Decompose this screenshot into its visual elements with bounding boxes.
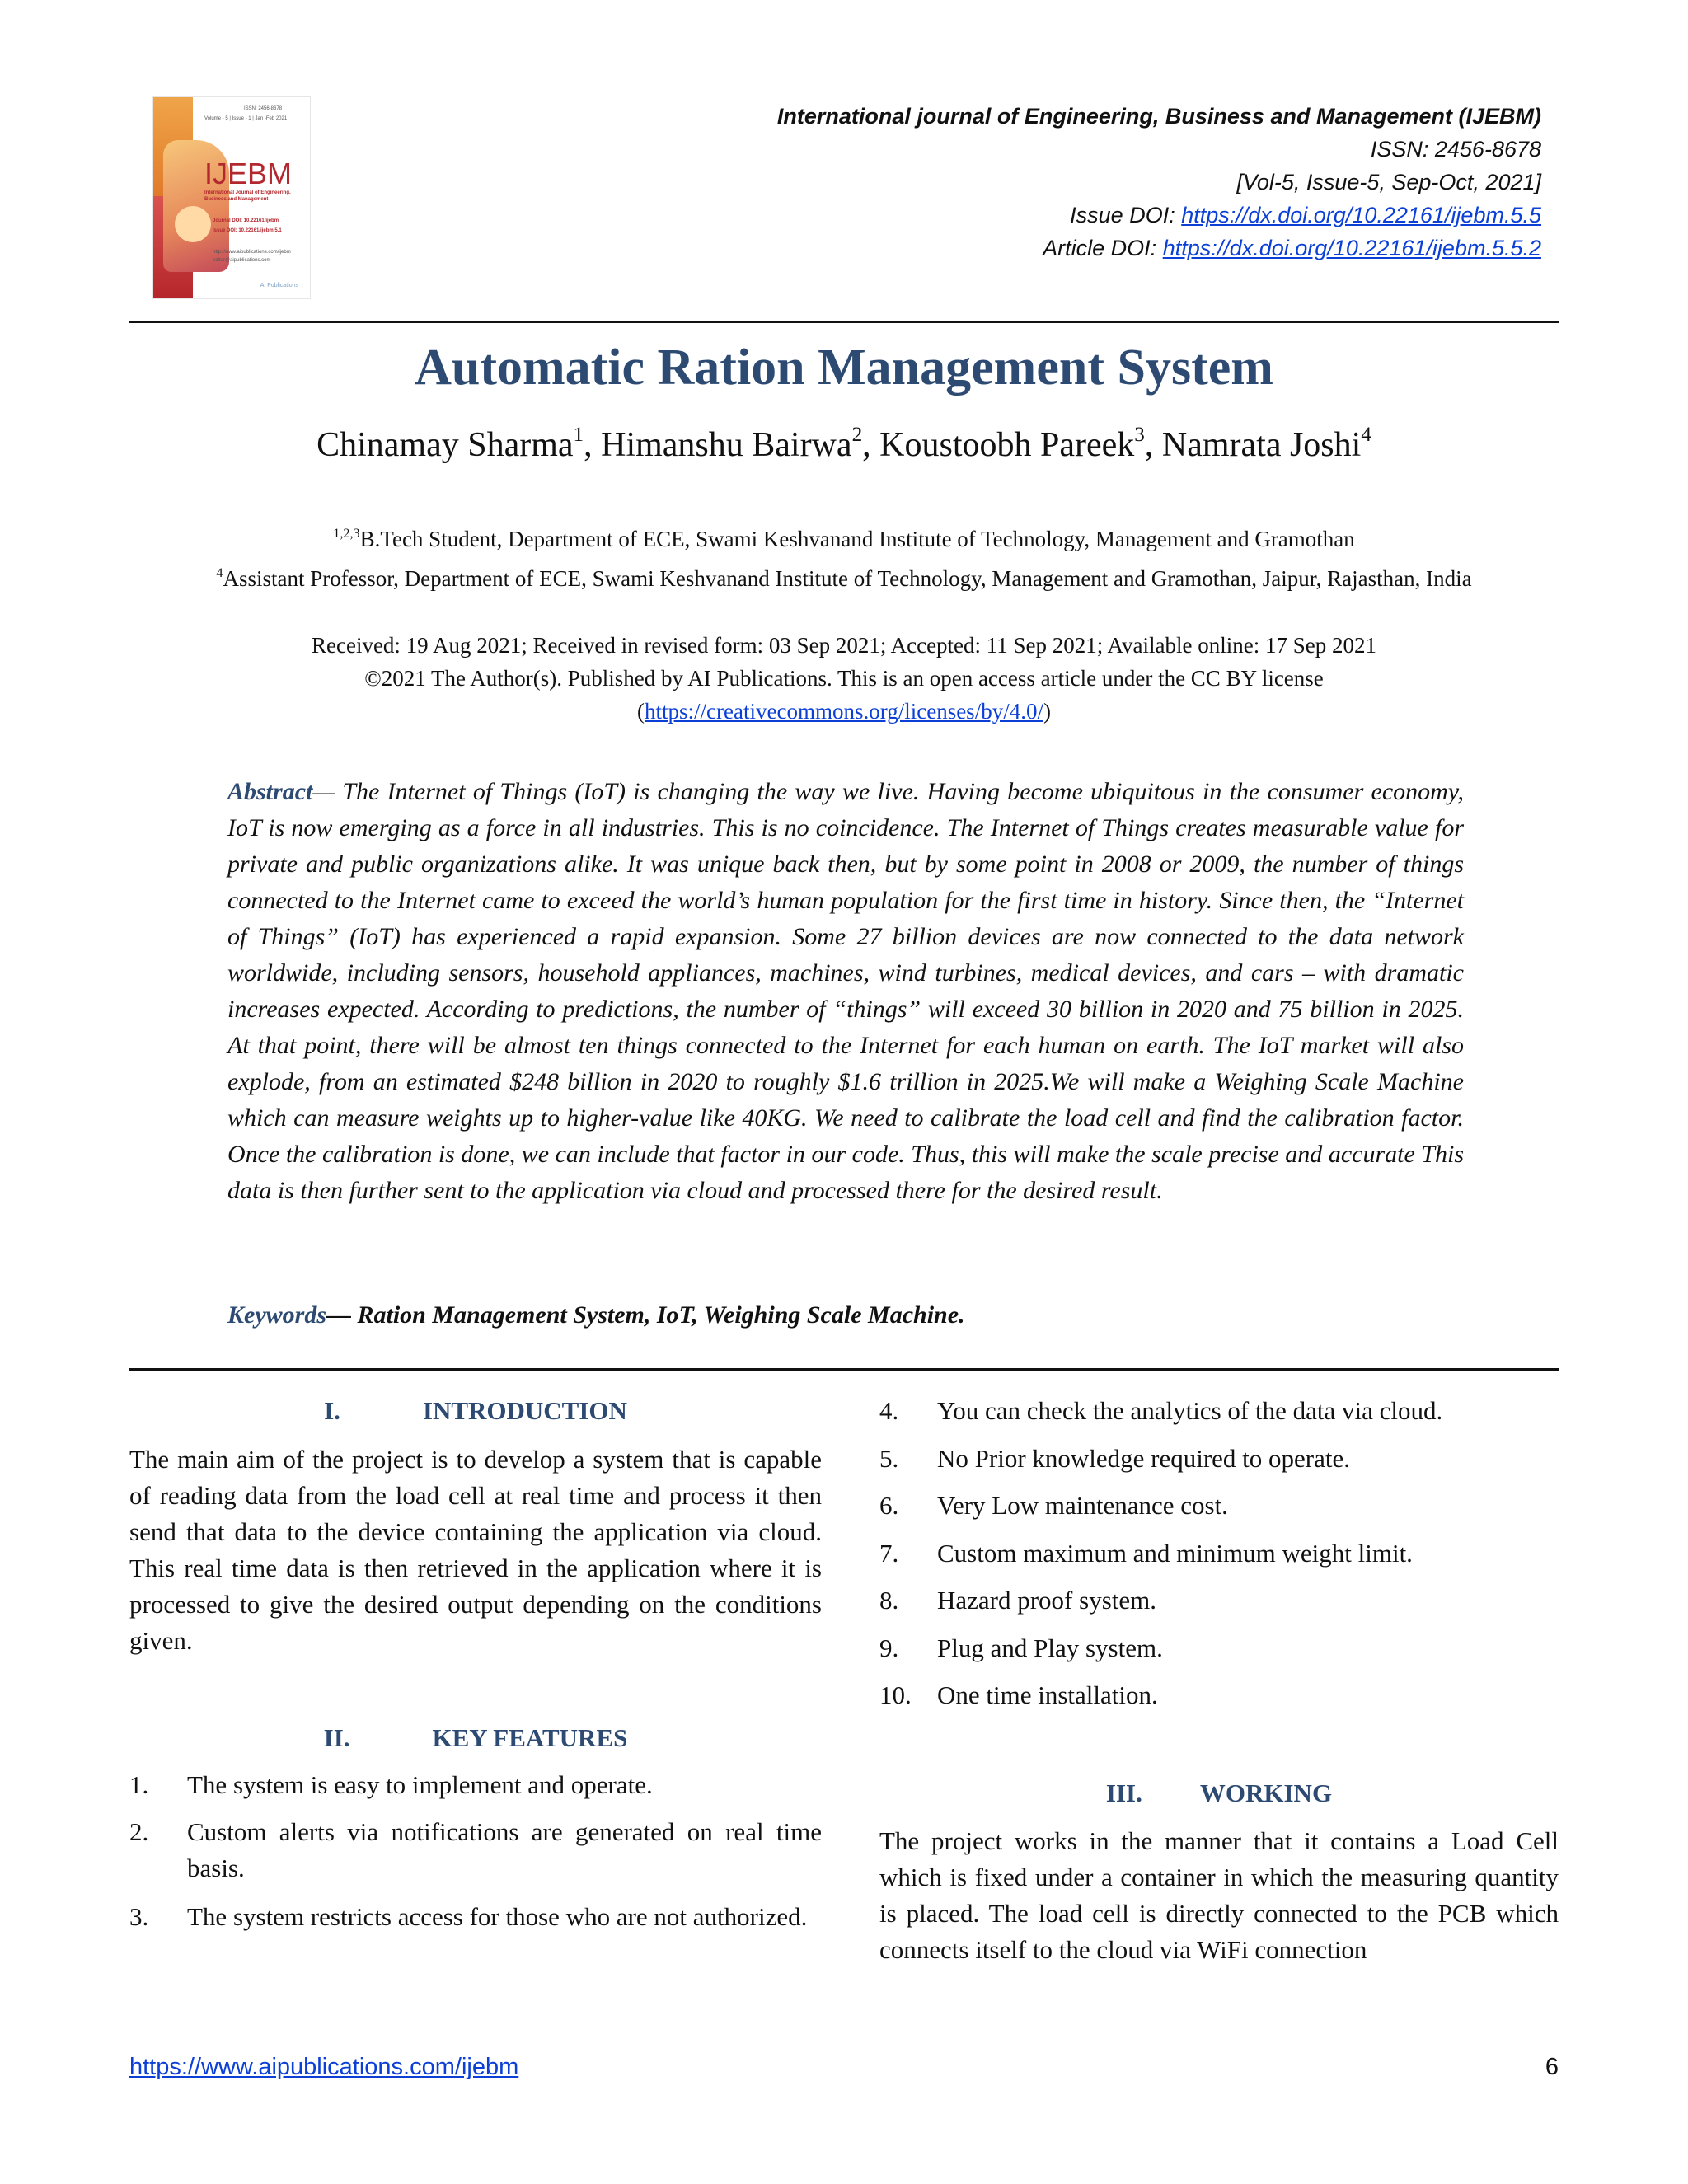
cover-journal-doi: Journal DOI: 10.22161/ijebm [213,218,279,223]
affiliation-mark: 4 [216,565,223,580]
section-heading-key-features: II. KEY FEATURES [323,1723,628,1752]
license-link[interactable]: https://creativecommons.org/licenses/by/4.0/ [645,699,1043,724]
list-item: 9. Plug and Play system. [879,1633,1163,1662]
abstract-divider [129,1368,1559,1371]
submission-dates: Received: 19 Aug 2021; Received in revised form: 03 Sep 2021; Accepted: 11 Sep 2021; Available online: 17 Sep 2021 [311,633,1376,658]
working-paragraph: The project works in the manner that it contains a Load Cell which is fixed under a container in which the measuring quantity is placed. The load cell is directly connected to the PCB which connects itself to the cloud via WiFi connection [879,1826,1559,1964]
list-item: 5. No Prior knowledge required to operate. [879,1444,1351,1473]
author-list: Chinamay Sharma$^1$, Himanshu Bairwa$^2$, Koustoobh Pareek$^3$, Namrata Joshi$^4$ [316,424,1372,464]
section-heading-introduction: I. INTRODUCTION [324,1396,627,1425]
author-affiliation-mark: 2 [851,424,863,447]
affiliation-students: $^{1,2,3}$B.Tech Student, Department of ECE, Swami Keshvanand Institute of Technology, Management and Gramothan [333,525,1355,551]
affiliation-mark: 1,2,3 [333,525,360,541]
header-volume: [Vol-5, Issue-5, Sep-Oct, 2021] [1236,170,1541,194]
issue-doi-label: Issue DOI: [1070,203,1182,227]
list-item: 7. Custom maximum and minimum weight limit. [879,1539,1413,1568]
keywords-label: Keywords [227,1301,326,1329]
header-article-doi [1043,232,1541,265]
header-issn: ISSN: 2456-8678 [1370,137,1541,162]
section-heading-working: III. WORKING [1105,1779,1333,1807]
list-item: 10. One time installation. [879,1680,1158,1709]
author-affiliation-mark: 3 [1134,424,1145,447]
article-doi-link[interactable]: https://dx.doi.org/10.22161/ijebm.5.5.2 [1162,236,1541,260]
author-name: Koustoobh Pareek [879,426,1135,464]
keywords-text: Ration Management System, IoT, Weighing Scale Machine. [357,1301,965,1329]
author-name: Himanshu Bairwa [601,426,852,464]
cover-email: editor@aipublications.com [213,258,271,263]
abstract: Abstract— The Internet of Things (IoT) is changing the way we live. Having become ubiquitous in the consumer economy, IoT is now emerging as a force in all industries. This is no coincidence. The Internet of Things creates measurable value for private and public organizations alike. It was unique back then, but by some point in 2008 or 2009, the number of things connected to the Internet came to exceed the world’s human population for the first time in history. Since then, the “Internet of Things” (IoT) has experienced a rapid expansion. Some 27 billion devices are now connected to the data network worldwide, including sensors, household appliances, machines, wind turbines, medical devices, and cars – with dramatic increases expected. According to predictions, the number of “things” will exceed 30 billion in 2020 and 75 billion in 2025. At that point, there will be almost ten things connected to the Internet for each human on earth. The IoT market will also explode, from an estimated $248 billion in 2020 to roughly $1.6 trillion in 2025.We will make a Weighing Scale Machine which can measure weights up to higher-value like 40KG. We need to calibrate the load cell and find the calibration factor. Once the calibration is done, we can include that factor in our code. Thus, this will make the scale precise and accurate This data is then further sent to the application via cloud and processed there for the desired result. [227,778,1464,1204]
list-item: 4. You can check the analytics of the data via cloud. [879,1396,1443,1425]
introduction-paragraph: The main aim of the project is to develop a system that is capable of reading data from the load cell at real time and process it then send that data to the device containing the application via cloud. This real time data is then retrieved in the application where it is processed to give the desired output depending on the conditions given. [129,1445,822,1655]
page-number: 6 [1545,2054,1559,2080]
issue-doi-link[interactable]: https://dx.doi.org/10.22161/ijebm.5.5 [1181,203,1541,227]
cover-volume: Volume - 5 | Issue - 1 | Jan -Feb 2021 [204,116,288,121]
abstract-text: The Internet of Things (IoT) is changing the way we live. Having become ubiquitous in the consumer economy, IoT is now emerging as a force in all industries. This is no coincidence. The Internet of Things creates measurable value for private and public organizations alike. It was unique back then, but by some point in 2008 or 2009, the number of things connected to the Internet came to exceed the world’s human population for the first time in history. Since then, the “Internet of Things” (IoT) has experienced a rapid expansion. Some 27 billion devices are now connected to the data network worldwide, including sensors, household appliances, machines, wind turbines, medical devices, and cars – with dramatic increases expected. According to predictions, the number of “things” will exceed 30 billion in 2020 and 75 billion in 2025. At that point, there will be almost ten things connected to the Internet for each human on earth. The IoT market will also explode, from an estimated $248 billion in 2020 to roughly $1.6 trillion in 2025.We will make a Weighing Scale Machine which can measure weights up to higher-value like 40KG. We need to calibrate the load cell and find the calibration factor. Once the calibration is done, we can include that factor in our code. Thus, this will make the scale precise and accurate This data is then further sent to the application via cloud and processed there for the desired result. [227,778,1464,1204]
cover-brand: IJEBM [204,157,293,190]
abstract-label: Abstract [227,778,313,805]
list-item: 3. The system restricts access for those who are not authorized. [129,1902,808,1931]
header-issue-doi [1070,199,1541,232]
cover-subtitle: International Journal of Engineering, Business and Management [204,190,291,202]
list-item: 6. Very Low maintenance cost. [879,1491,1228,1520]
article-doi-label: Article DOI: [1043,236,1163,260]
keywords: Keywords— Ration Management System, IoT, Weighing Scale Machine. [227,1301,965,1329]
cover-issn: ISSN: 2456-8678 [244,106,283,111]
header-divider [129,321,1559,323]
author-affiliation-mark: 4 [1361,424,1372,447]
cover-issue-doi: Issue DOI: 10.22161/ijebm.5.1 [213,228,282,233]
author-affiliation-mark: 1 [573,424,584,447]
list-item: 1. The system is easy to implement and operate. [129,1770,653,1799]
affiliation-professor: $^4$Assistant Professor, Department of ECE, Swami Keshvanand Institute of Technology, Management and Gramothan, Jaipur, Rajasthan, India [216,565,1472,591]
header-journal-name: International journal of Engineering, Business and Management (IJEBM) [776,104,1541,129]
license-url-line: (https://creativecommons.org/licenses/by/4.0/) [637,699,1051,724]
paper-title: Automatic Ration Management System [415,340,1273,396]
cover-figure-icon [175,206,211,242]
journal-cover-thumbnail [153,97,310,298]
list-item: 8. Hazard proof system. [879,1586,1156,1615]
footer-journal-link[interactable]: https://www.aipublications.com/ijebm [129,2054,519,2080]
author-name: Namrata Joshi [1161,426,1362,464]
license-statement: ©2021 The Author(s). Published by AI Publications. This is an open access article under the CC BY license [364,666,1324,691]
cover-publisher: AI Publications [260,283,298,288]
list-item: 2. Custom alerts via notifications are generated on real time basis. [129,1817,822,1882]
author-name: Chinamay Sharma [316,426,574,464]
cover-url: http://www.aipublications.com/ijebm [213,250,291,255]
